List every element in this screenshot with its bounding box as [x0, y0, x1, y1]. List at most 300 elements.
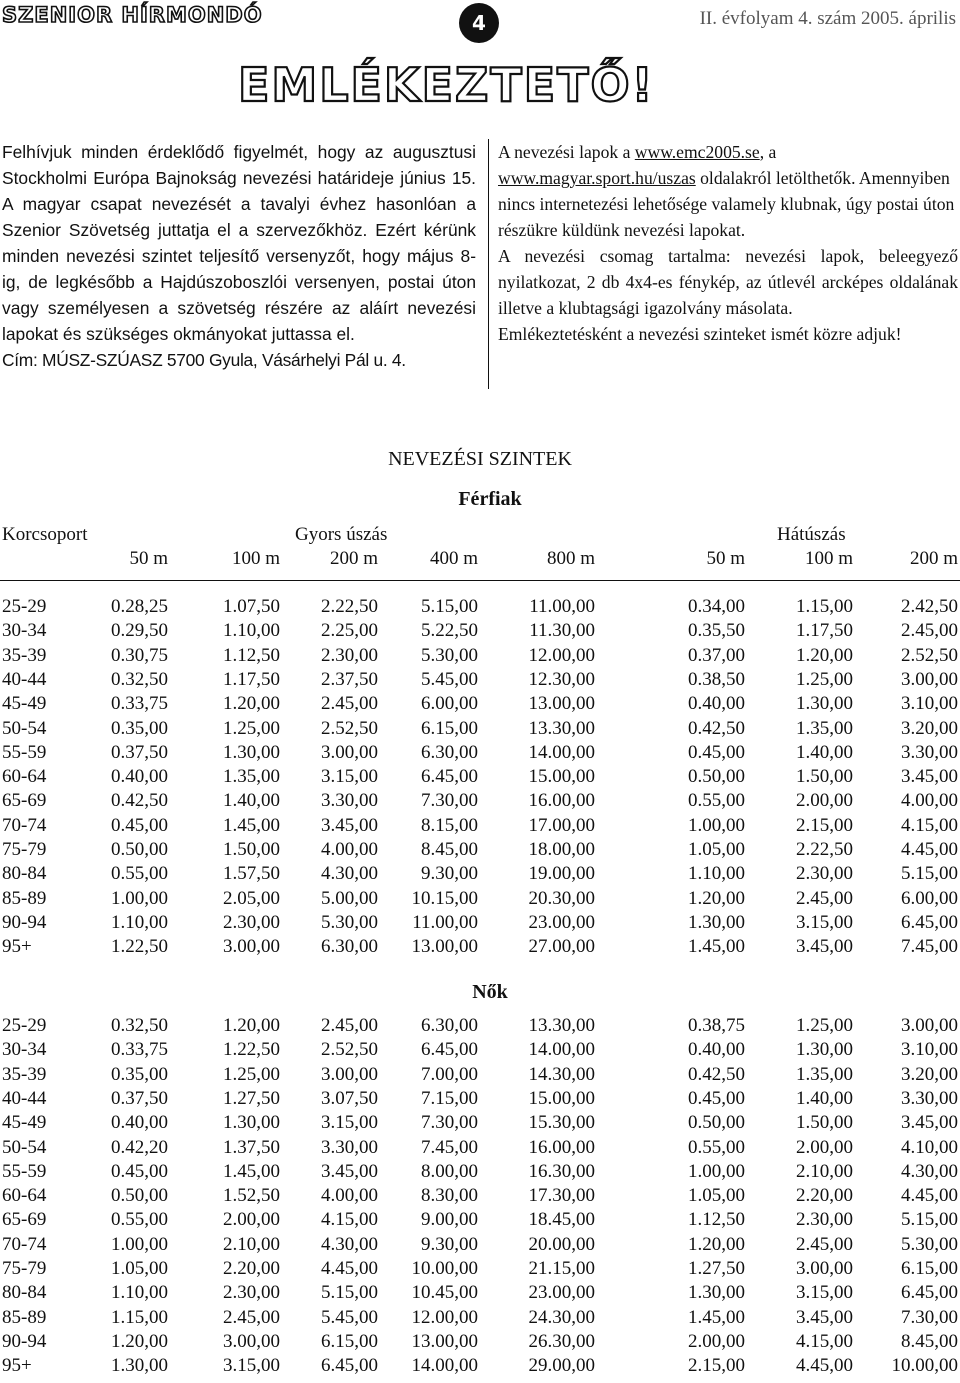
emc-link[interactable]: www.emc2005.se [634, 142, 760, 162]
time-cell: 5.15,00 [901, 863, 958, 885]
time-cell: 1.30,00 [223, 741, 280, 763]
time-cell: 3.45,00 [901, 766, 958, 788]
reminder-paragraph: Emlékeztetésként a nevezési szinteket ismét közre adjuk! [498, 324, 902, 344]
time-cell: 3.20,00 [901, 1063, 958, 1085]
time-cell: 1.35,00 [796, 717, 853, 739]
time-cell: 15.00,00 [528, 766, 595, 788]
time-cell: 11.00,00 [412, 911, 478, 933]
time-cell: 14.00,00 [411, 1355, 478, 1377]
time-cell: 3.30,00 [901, 741, 958, 763]
time-cell: 0.50,00 [688, 766, 745, 788]
time-cell: 6.45,00 [901, 1282, 958, 1304]
time-cell: 15.30,00 [528, 1112, 595, 1134]
time-cell: 3.00,00 [321, 1063, 378, 1085]
time-cell: 4.30,00 [321, 1233, 378, 1255]
time-cell: 6.45,00 [321, 1355, 378, 1377]
time-cell: 3.10,00 [901, 1039, 958, 1061]
time-cell: 1.30,00 [796, 1039, 853, 1061]
time-cell: 1.45,00 [223, 814, 280, 836]
time-cell: 8.30,00 [421, 1185, 478, 1207]
download-paragraph [498, 139, 958, 243]
time-cell: 0.42,50 [111, 790, 168, 812]
table-row [0, 1185, 960, 1209]
table-row [0, 766, 960, 790]
time-cell: 14.00,00 [528, 1039, 595, 1061]
age-group-cell: 65-69 [2, 1209, 47, 1231]
sport-link[interactable]: www.magyar.sport.hu/uszas [498, 168, 696, 188]
time-cell: 1.45,00 [223, 1160, 280, 1182]
table-row [0, 693, 960, 717]
time-cell: 2.22,50 [321, 596, 378, 617]
time-cell: 0.45,00 [111, 1160, 168, 1182]
time-cell: 5.15,00 [421, 596, 478, 617]
table-row [0, 742, 960, 766]
time-cell: 2.15,00 [796, 814, 853, 836]
time-cell: 0.30,75 [111, 644, 168, 666]
table-row [0, 1088, 960, 1112]
age-group-cell: 50-54 [2, 717, 47, 739]
table-row [0, 863, 960, 887]
time-cell: 1.22,50 [111, 936, 168, 958]
time-cell: 0.42,20 [111, 1136, 168, 1158]
time-cell: 7.30,00 [421, 1112, 478, 1134]
time-cell: 5.30,00 [901, 1233, 958, 1255]
table-row [0, 790, 960, 814]
time-cell: 3.07,50 [321, 1087, 378, 1109]
time-cell: 0.35,50 [688, 620, 745, 642]
article-paragraph: Felhívjuk minden érdeklődő figyelmét, hogy az augusztusi Stockholmi Európa Bajnokság nevezési határideje június 15. A magyar csapat nevezését a tavalyi évhez hasonlóan a Szenior Szövetség juttatja el a szervezőkhöz. Ezért kérünk minden nevezési szintet teljesítő versenyzőt, hogy május 8-ig, de legkésőbb a Hajdúszoboszlói versenyen, postai úton vagy személyesen a szövetség részére az aláírt nevezési lapokat és szükséges okmányokat juttassa el. [2, 142, 476, 344]
time-cell: 3.15,00 [321, 766, 378, 788]
time-cell: 2.45,00 [321, 1015, 378, 1036]
time-cell: 23.00,00 [528, 1282, 595, 1304]
time-cell: 0.50,00 [111, 1185, 168, 1207]
time-cell: 1.35,00 [223, 766, 280, 788]
time-cell: 4.45,00 [901, 839, 958, 860]
age-group-cell: 70-74 [2, 1233, 47, 1255]
age-group-cell: 75-79 [2, 839, 47, 860]
age-group-cell: 80-84 [2, 1282, 47, 1304]
time-cell: 16.00,00 [528, 1136, 595, 1158]
time-cell: 1.10,00 [223, 620, 280, 642]
time-cell: 2.45,00 [901, 620, 958, 642]
time-cell: 0.35,00 [111, 717, 168, 739]
time-cell: 0.33,75 [111, 693, 168, 715]
time-cell: 13.00,00 [528, 693, 595, 715]
time-cell: 0.37,50 [111, 741, 168, 763]
text-span: , a [759, 142, 777, 162]
time-cell: 10.00,00 [411, 1258, 478, 1279]
women-section-label: Nők [472, 981, 508, 1003]
time-cell: 3.45,00 [321, 814, 378, 836]
time-cell: 0.50,00 [111, 839, 168, 860]
time-cell: 20.00,00 [528, 1233, 595, 1255]
distance-header: 200 m [909, 548, 958, 569]
time-cell: 0.50,00 [688, 1112, 745, 1134]
age-group-cell: 55-59 [2, 1160, 47, 1182]
age-group-cell: 35-39 [2, 644, 47, 666]
time-cell: 14.00,00 [528, 741, 595, 763]
time-cell: 4.00,00 [321, 839, 378, 860]
age-group-cell: 95+ [2, 936, 32, 958]
time-cell: 3.00,00 [223, 936, 280, 958]
time-cell: 1.35,00 [796, 1063, 853, 1085]
age-group-cell: 35-39 [2, 1063, 47, 1085]
age-group-cell: 95+ [2, 1355, 32, 1377]
time-cell: 1.07,50 [223, 596, 280, 617]
time-cell: 18.00,00 [528, 839, 595, 860]
time-cell: 7.00,00 [421, 1063, 478, 1085]
time-cell: 8.45,00 [421, 839, 478, 860]
time-cell: 0.42,50 [688, 717, 745, 739]
distance-header: 200 m [329, 548, 378, 569]
table-row [0, 1258, 960, 1282]
time-cell: 1.00,00 [111, 887, 168, 909]
page-number-badge: 4 [459, 3, 499, 43]
time-cell: 1.30,00 [688, 1282, 745, 1304]
time-cell: 3.00,00 [901, 1015, 958, 1036]
table-row [0, 912, 960, 936]
time-cell: 16.00,00 [528, 790, 595, 812]
time-cell: 6.30,00 [421, 741, 478, 763]
time-cell: 2.00,00 [796, 1136, 853, 1158]
time-cell: 4.00,00 [321, 1185, 378, 1207]
time-cell: 3.00,00 [796, 1258, 853, 1279]
time-cell: 8.00,00 [421, 1160, 478, 1182]
time-cell: 0.55,00 [688, 1136, 745, 1158]
time-cell: 1.10,00 [111, 1282, 168, 1304]
time-cell: 3.15,00 [321, 1112, 378, 1134]
table-rule [0, 580, 960, 581]
time-cell: 9.00,00 [421, 1209, 478, 1231]
time-cell: 1.25,00 [223, 717, 280, 739]
time-cell: 1.40,00 [796, 1087, 853, 1109]
time-cell: 17.00,00 [528, 814, 595, 836]
time-cell: 2.30,00 [321, 644, 378, 666]
left-article-column [2, 139, 476, 373]
age-group-cell: 70-74 [2, 814, 47, 836]
time-cell: 0.32,50 [111, 1015, 168, 1036]
time-cell: 0.45,00 [688, 741, 745, 763]
time-cell: 1.00,00 [111, 1233, 168, 1255]
time-cell: 4.10,00 [901, 1136, 958, 1158]
age-group-cell: 55-59 [2, 741, 47, 763]
time-cell: 1.37,50 [223, 1136, 280, 1158]
time-cell: 11.30,00 [529, 620, 595, 642]
table-row [0, 936, 960, 960]
time-cell: 2.45,00 [796, 1233, 853, 1255]
time-cell: 1.12,50 [688, 1209, 745, 1231]
time-cell: 1.25,00 [796, 668, 853, 690]
table-row [0, 1234, 960, 1258]
time-cell: 5.00,00 [321, 887, 378, 909]
time-cell: 1.50,00 [796, 1112, 853, 1134]
age-group-cell: 65-69 [2, 790, 47, 812]
time-cell: 1.10,00 [111, 911, 168, 933]
time-cell: 2.15,00 [688, 1355, 745, 1377]
time-cell: 2.10,00 [796, 1160, 853, 1182]
time-cell: 21.15,00 [528, 1258, 595, 1279]
time-cell: 6.45,00 [421, 766, 478, 788]
time-cell: 5.22,50 [421, 620, 478, 642]
age-group-cell: 25-29 [2, 596, 47, 617]
time-cell: 0.38,75 [688, 1015, 745, 1036]
time-cell: 23.00,00 [528, 911, 595, 933]
time-cell: 4.45,00 [901, 1185, 958, 1207]
age-group-cell: 60-64 [2, 1185, 47, 1207]
time-cell: 2.20,00 [796, 1185, 853, 1207]
time-cell: 9.30,00 [421, 863, 478, 885]
time-cell: 13.30,00 [528, 717, 595, 739]
time-cell: 5.45,00 [421, 668, 478, 690]
time-cell: 2.42,50 [901, 596, 958, 617]
time-cell: 13.30,00 [528, 1015, 595, 1036]
time-cell: 7.30,00 [901, 1306, 958, 1328]
time-cell: 0.45,00 [111, 814, 168, 836]
time-cell: 6.30,00 [321, 936, 378, 958]
column-divider [488, 139, 489, 389]
time-cell: 1.30,00 [223, 1112, 280, 1134]
time-cell: 10.15,00 [411, 887, 478, 909]
time-cell: 3.45,00 [796, 936, 853, 958]
time-cell: 1.00,00 [688, 1160, 745, 1182]
time-cell: 1.00,00 [688, 814, 745, 836]
time-cell: 1.20,00 [688, 1233, 745, 1255]
table-row [0, 669, 960, 693]
time-cell: 10.45,00 [411, 1282, 478, 1304]
time-cell: 2.45,00 [321, 693, 378, 715]
time-cell: 2.10,00 [223, 1233, 280, 1255]
age-group-cell: 90-94 [2, 911, 47, 933]
time-cell: 3.20,00 [901, 717, 958, 739]
time-cell: 15.00,00 [528, 1087, 595, 1109]
time-cell: 14.30,00 [528, 1063, 595, 1085]
time-cell: 2.30,00 [223, 911, 280, 933]
time-cell: 3.30,00 [901, 1087, 958, 1109]
time-cell: 17.30,00 [528, 1185, 595, 1207]
age-group-cell: 30-34 [2, 1039, 47, 1061]
time-cell: 16.30,00 [528, 1160, 595, 1182]
time-cell: 3.45,00 [901, 1112, 958, 1134]
time-cell: 3.45,00 [796, 1306, 853, 1328]
time-cell: 1.27,50 [223, 1087, 280, 1109]
text-span: oldalakról letölthetők. Amennyiben nincs internetezési lehetősége valamely klubnak, úgy postai úton részükre küldünk nevezési lapokat. [498, 168, 955, 240]
time-cell: 13.00,00 [411, 936, 478, 958]
time-cell: 0.40,00 [111, 766, 168, 788]
time-cell: 2.30,00 [223, 1282, 280, 1304]
time-cell: 2.05,00 [223, 887, 280, 909]
time-cell: 13.00,00 [411, 1330, 478, 1352]
age-group-cell: 80-84 [2, 863, 47, 885]
time-cell: 1.20,00 [111, 1330, 168, 1352]
time-cell: 0.29,50 [111, 620, 168, 642]
distance-header: 100 m [231, 548, 280, 569]
time-cell: 1.10,00 [688, 863, 745, 885]
table-row [0, 718, 960, 742]
time-cell: 1.20,00 [223, 1015, 280, 1036]
time-cell: 1.05,00 [111, 1258, 168, 1279]
time-cell: 3.30,00 [321, 1136, 378, 1158]
time-cell: 1.22,50 [223, 1039, 280, 1061]
time-cell: 0.55,00 [111, 1209, 168, 1231]
table-row [0, 1039, 960, 1063]
time-cell: 2.45,00 [796, 887, 853, 909]
time-cell: 8.45,00 [901, 1330, 958, 1352]
time-cell: 7.45,00 [901, 936, 958, 958]
distance-header: 50 m [129, 548, 168, 569]
table-row [0, 1112, 960, 1136]
time-cell: 24.30,00 [528, 1306, 595, 1328]
distance-header: 800 m [546, 548, 595, 569]
time-cell: 1.20,00 [223, 693, 280, 715]
time-cell: 4.45,00 [796, 1355, 853, 1377]
time-cell: 5.30,00 [421, 644, 478, 666]
time-cell: 1.30,00 [796, 693, 853, 715]
time-cell: 5.45,00 [321, 1306, 378, 1328]
time-cell: 0.38,50 [688, 668, 745, 690]
time-cell: 0.28,25 [111, 596, 168, 617]
time-cell: 7.15,00 [421, 1087, 478, 1109]
table-row [0, 1355, 960, 1379]
table-row [0, 620, 960, 644]
table-row [0, 1015, 960, 1039]
time-cell: 3.00,00 [901, 668, 958, 690]
time-cell: 5.30,00 [321, 911, 378, 933]
age-group-cell: 40-44 [2, 668, 47, 690]
table-row [0, 839, 960, 863]
address-line: Cím: MÚSZ-SZÚASZ 5700 Gyula, Vásárhelyi Pál u. 4. [2, 350, 406, 370]
time-cell: 0.33,75 [111, 1039, 168, 1061]
time-cell: 2.30,00 [796, 863, 853, 885]
time-cell: 3.30,00 [321, 790, 378, 812]
time-cell: 2.00,00 [688, 1330, 745, 1352]
men-section-label: Férfiak [458, 488, 522, 510]
time-cell: 1.12,50 [223, 644, 280, 666]
table-row [0, 888, 960, 912]
time-cell: 4.30,00 [321, 863, 378, 885]
time-cell: 3.00,00 [321, 741, 378, 763]
time-cell: 1.17,50 [796, 620, 853, 642]
time-cell: 1.50,00 [223, 839, 280, 860]
time-cell: 6.45,00 [901, 911, 958, 933]
time-cell: 1.50,00 [796, 766, 853, 788]
time-cell: 6.00,00 [901, 887, 958, 909]
time-cell: 3.15,00 [796, 911, 853, 933]
time-cell: 6.30,00 [421, 1015, 478, 1036]
time-cell: 1.25,00 [796, 1015, 853, 1036]
time-cell: 0.37,00 [688, 644, 745, 666]
masthead [0, 0, 960, 40]
time-cell: 2.30,00 [796, 1209, 853, 1231]
time-cell: 7.30,00 [421, 790, 478, 812]
time-cell: 2.45,00 [223, 1306, 280, 1328]
time-cell: 3.00,00 [223, 1330, 280, 1352]
time-cell: 0.35,00 [111, 1063, 168, 1085]
time-cell: 1.40,00 [223, 790, 280, 812]
time-cell: 0.40,00 [688, 1039, 745, 1061]
table-row [0, 1307, 960, 1331]
time-cell: 1.57,50 [223, 863, 280, 885]
time-cell: 7.45,00 [421, 1136, 478, 1158]
freestyle-header: Gyors úszás [295, 524, 388, 545]
time-cell: 1.30,00 [111, 1355, 168, 1377]
time-cell: 1.20,00 [796, 644, 853, 666]
time-cell: 0.40,00 [111, 1112, 168, 1134]
time-cell: 3.45,00 [321, 1160, 378, 1182]
age-group-cell: 90-94 [2, 1330, 47, 1352]
newsletter-logo: SZENIOR HÍRMONDÓ [2, 3, 263, 27]
time-cell: 29.00,00 [528, 1355, 595, 1377]
age-group-cell: 50-54 [2, 1136, 47, 1158]
table-row [0, 1161, 960, 1185]
time-cell: 8.15,00 [421, 814, 478, 836]
table-row [0, 596, 960, 620]
time-cell: 0.32,50 [111, 668, 168, 690]
time-cell: 12.30,00 [528, 668, 595, 690]
time-cell: 19.00,00 [528, 863, 595, 885]
age-group-cell: 85-89 [2, 1306, 47, 1328]
age-group-cell: 45-49 [2, 693, 47, 715]
time-cell: 2.52,50 [901, 644, 958, 666]
time-cell: 4.15,00 [321, 1209, 378, 1231]
headline: EMLÉKEZTETŐ! [238, 58, 655, 112]
table-row [0, 1331, 960, 1355]
time-cell: 0.55,00 [688, 790, 745, 812]
age-group-cell: 30-34 [2, 620, 47, 642]
package-paragraph: A nevezési csomag tartalma: nevezési lapok, beleegyező nyilatkozat, 2 db 4x4-es fénykép, az útlevél arcképes oldalának illetve a klubtagsági igazolvány másolata. [498, 246, 958, 318]
time-cell: 6.15,00 [421, 717, 478, 739]
time-cell: 9.30,00 [421, 1233, 478, 1255]
time-cell: 6.45,00 [421, 1039, 478, 1061]
time-cell: 1.15,00 [111, 1306, 168, 1328]
time-cell: 1.52,50 [223, 1185, 280, 1207]
distance-header: 100 m [804, 548, 853, 569]
time-cell: 1.27,50 [688, 1258, 745, 1279]
time-cell: 4.00,00 [901, 790, 958, 812]
distance-header: 50 m [706, 548, 745, 569]
time-cell: 2.37,50 [321, 668, 378, 690]
time-cell: 1.45,00 [688, 1306, 745, 1328]
time-cell: 5.15,00 [901, 1209, 958, 1231]
time-cell: 1.45,00 [688, 936, 745, 958]
time-cell: 2.00,00 [796, 790, 853, 812]
time-cell: 0.37,50 [111, 1087, 168, 1109]
time-cell: 18.45,00 [528, 1209, 595, 1231]
time-cell: 1.30,00 [688, 911, 745, 933]
time-cell: 0.55,00 [111, 863, 168, 885]
time-cell: 1.05,00 [688, 839, 745, 860]
time-cell: 2.52,50 [321, 717, 378, 739]
age-group-cell: 75-79 [2, 1258, 47, 1279]
age-group-cell: 45-49 [2, 1112, 47, 1134]
age-group-cell: 40-44 [2, 1087, 47, 1109]
time-cell: 3.10,00 [901, 693, 958, 715]
time-cell: 1.17,50 [223, 668, 280, 690]
age-group-cell: 85-89 [2, 887, 47, 909]
time-cell: 6.15,00 [321, 1330, 378, 1352]
time-cell: 27.00,00 [528, 936, 595, 958]
time-cell: 20.30,00 [528, 887, 595, 909]
table-row [0, 815, 960, 839]
table-row [0, 1137, 960, 1161]
time-cell: 6.15,00 [901, 1258, 958, 1279]
time-cell: 2.52,50 [321, 1039, 378, 1061]
table-row [0, 645, 960, 669]
time-cell: 10.00,00 [891, 1355, 958, 1377]
time-cell: 11.00,00 [529, 596, 595, 617]
time-cell: 2.25,00 [321, 620, 378, 642]
table-row [0, 1282, 960, 1306]
time-cell: 4.15,00 [901, 814, 958, 836]
